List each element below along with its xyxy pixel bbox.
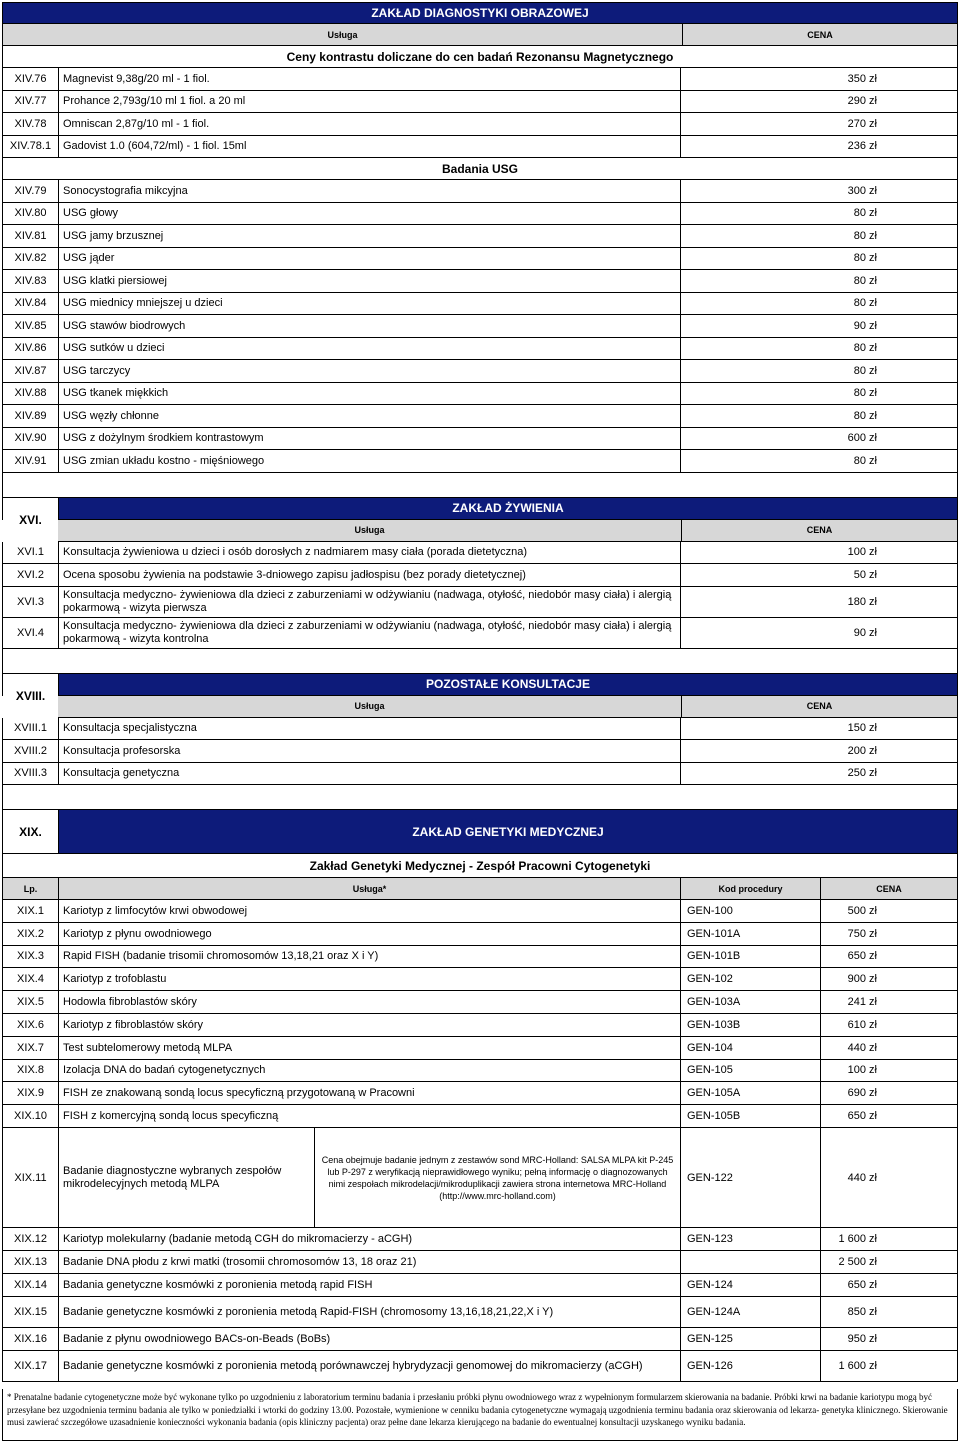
row-number: XVI.4: [3, 618, 59, 648]
row-number: XIX.7: [3, 1037, 59, 1059]
table-row: [2, 136, 958, 159]
procedure-code: GEN-103A: [681, 991, 821, 1013]
service-name: USG tarczycy: [59, 360, 681, 382]
contrast-subtitle: Ceny kontrastu doliczane do cen badań Rezonansu Magnetycznego: [286, 49, 674, 64]
price-value: 80 zł: [853, 364, 877, 377]
footnote: * Prenatalne badanie cytogenetyczne może być wykonane tylko po uzgodnieniu z laboratorium terminu badania i przesłaniu próbki płynu owodniowego wraz z wypełnionym formularzem skierowania na badanie. Próbki krwi na badanie kariotypu mogą być przesyłane bez uzgodnienia terminu badania ale tylko w poniedziałki i wtorki do godziny 13.00. Pozostałe, wymienione w cenniku badania cytogenetyczne wymagają uzgodnienia terminu badania oraz skierowania od lekarza- genetyka klinicznego. Skierowanie musi zawierać szczegółowe uzasadnienie konieczności wykonania badania (opis kliniczny pacjenta) oraz pełne dane lekarza kierującego na badanie do ewentualnej konsultacji uzyskanego wyniku badania.: [2, 1389, 958, 1441]
row-number: XIX.8: [3, 1060, 59, 1082]
row-number: XIX.13: [3, 1251, 59, 1273]
service-name: USG miednicy mniejszej u dzieci: [59, 293, 681, 315]
row-number: XIV.78.1: [3, 136, 59, 158]
table-row: [2, 1251, 958, 1274]
section-header: [2, 674, 958, 703]
procedure-code: [681, 1251, 821, 1273]
service-name: Kariotyp z fibroblastów skóry: [59, 1014, 681, 1036]
table-row: [2, 113, 958, 136]
service-name: USG jąder: [59, 248, 681, 270]
service-name: USG jamy brzusznej: [59, 225, 681, 247]
row-number: XIX.2: [3, 923, 59, 945]
section-xiv-header: [2, 2, 958, 24]
table-row: [2, 900, 958, 923]
procedure-code: GEN-124A: [681, 1297, 821, 1327]
price-value: 80 zł: [853, 409, 877, 422]
row-number: XIX.3: [3, 946, 59, 968]
table-row: [2, 270, 958, 293]
service-name: Rapid FISH (badanie trisomii chromosomów 13,18,21 oraz X i Y): [59, 946, 681, 968]
table-row: [2, 68, 958, 91]
column-header-row: [58, 696, 958, 718]
row-number: XIX.16: [3, 1328, 59, 1350]
service-name: Ocena sposobu żywienia na podstawie 3-dniowego zapisu jadłospisu (bez porady dietetycznej): [59, 564, 681, 586]
section-header: [2, 810, 958, 854]
table-row: [2, 1105, 958, 1128]
service-name: Badania genetyczne kosmówki z poronienia metodą rapid FISH: [59, 1274, 681, 1296]
service-name: USG z dożylnym środkiem kontrastowym: [59, 428, 681, 450]
row-number: XIX.15: [3, 1297, 59, 1327]
row-number: XIV.79: [3, 180, 59, 202]
service-name: Konsultacja medyczno- żywieniowa dla dzieci z zaburzeniami w odżywianiu (nadwaga, otyłość, niedobór masy ciała) i alergią pokarmową - wizyta kontrolna: [59, 618, 681, 648]
procedure-code: GEN-123: [681, 1228, 821, 1250]
procedure-code: GEN-105B: [681, 1105, 821, 1127]
price-value: 270 zł: [847, 117, 877, 130]
row-number: XVIII.1: [3, 718, 59, 740]
price-value: 750 zł: [847, 927, 877, 940]
price-value: 100 zł: [847, 546, 877, 559]
price-value: 180 zł: [847, 595, 877, 608]
row-number: XIV.91: [3, 450, 59, 472]
table-row: [2, 923, 958, 946]
service-name: Konsultacja profesorska: [59, 740, 681, 762]
price-value: 850 zł: [847, 1306, 877, 1318]
price-value: 500 zł: [847, 904, 877, 917]
service-name: Magnevist 9,38g/20 ml - 1 fiol.: [59, 68, 681, 90]
row-number: XIX.14: [3, 1274, 59, 1296]
service-name: Prohance 2,793g/10 ml 1 fiol. a 20 ml: [59, 91, 681, 113]
table-row: [2, 450, 958, 473]
column-header-row: [2, 24, 958, 46]
price-value: 440 zł: [847, 1171, 877, 1184]
column-header-row: [2, 878, 958, 900]
column-header-row: [58, 520, 958, 542]
table-row: [2, 360, 958, 383]
price-value: 2 500 zł: [838, 1256, 877, 1268]
service-name: Badanie z płynu owodniowego BACs-on-Beads (BoBs): [59, 1328, 681, 1350]
row-number: XIX.17: [3, 1351, 59, 1381]
section-title: ZAKŁAD GENETYKI MEDYCZNEJ: [412, 824, 604, 839]
row-number: XIV.85: [3, 315, 59, 337]
price-value: 80 zł: [853, 342, 877, 355]
col-service-header: Usługa: [58, 696, 682, 717]
price-value: 236 zł: [847, 140, 877, 153]
table-row: [2, 587, 958, 618]
price-value: 900 zł: [847, 973, 877, 986]
table-row: [2, 91, 958, 114]
section-header: [2, 498, 958, 527]
service-name: Omniscan 2,87g/10 ml - 1 fiol.: [59, 113, 681, 135]
table-row: [2, 338, 958, 361]
procedure-code: GEN-105: [681, 1060, 821, 1082]
table-row: [2, 542, 958, 565]
service-name: USG tkanek miękkich: [59, 383, 681, 405]
service-name: Kariotyp z limfocytów krwi obwodowej: [59, 900, 681, 922]
usg-subtitle-row: [2, 158, 958, 180]
row-number: XVI.3: [3, 587, 59, 617]
table-row: [2, 1037, 958, 1060]
price-value: 600 zł: [847, 432, 877, 445]
price-value: 650 zł: [847, 1279, 877, 1291]
price-value: 100 zł: [847, 1064, 877, 1077]
service-name: Kariotyp molekularny (badanie metodą CGH do mikromacierzy - aCGH): [59, 1228, 681, 1250]
procedure-code: GEN-101B: [681, 946, 821, 968]
row-number: XIX.6: [3, 1014, 59, 1036]
price-value: 80 zł: [853, 387, 877, 400]
row-number: XIV.76: [3, 68, 59, 90]
service-name: Konsultacja specjalistyczna: [59, 718, 681, 740]
row-number: XIV.84: [3, 293, 59, 315]
price-value: 80 zł: [853, 252, 877, 265]
procedure-code: GEN-124: [681, 1274, 821, 1296]
service-name: Badanie diagnostyczne wybranych zespołów mikrodelecyjnych metodą MLPA: [59, 1128, 315, 1227]
service-name: FISH z komercyjną sondą locus specyficzną: [59, 1105, 681, 1127]
table-row: [2, 1351, 958, 1382]
row-number: XIX.10: [3, 1105, 59, 1127]
table-row: [2, 293, 958, 316]
price-value: 290 zł: [847, 95, 877, 108]
table-row: [2, 383, 958, 406]
row-number: XIV.90: [3, 428, 59, 450]
row-number: XVI.2: [3, 564, 59, 586]
row-number: XIV.88: [3, 383, 59, 405]
price-value: 650 zł: [847, 1110, 877, 1123]
table-row: [2, 1274, 958, 1297]
table-row: [2, 248, 958, 271]
section-number: XIX.: [3, 810, 59, 853]
price-value: 241 zł: [847, 996, 877, 1009]
price-value: 200 zł: [847, 744, 877, 757]
col-lp-header: Lp.: [3, 878, 59, 899]
price-value: 90 zł: [853, 626, 877, 639]
service-name: Badanie DNA płodu z krwi matki (trosomii chromosomów 13, 18 oraz 21): [59, 1251, 681, 1273]
price-value: 440 zł: [847, 1041, 877, 1054]
row-number: XIX.11: [3, 1128, 59, 1227]
table-row: [2, 740, 958, 763]
col-price-header: CENA: [807, 29, 833, 40]
row-number: XIV.82: [3, 248, 59, 270]
service-note: Cena obejmuje badanie jednym z zestawów sond MRC-Holland: SALSA MLPA kit P-245 lub P-297 z weryfikacją nieprawidłowego wyniku; pełną informację o diagnozowanych nimi zespołach mikrodelacji/mikroduplikacji zawiera strona internetowa MRC-Holland (http://www.mrc-holland.com): [315, 1128, 681, 1227]
price-value: 80 zł: [853, 207, 877, 220]
price-value: 350 zł: [847, 72, 877, 85]
col-price-header: CENA: [806, 525, 833, 535]
price-value: 80 zł: [853, 229, 877, 242]
price-value: 610 zł: [847, 1018, 877, 1031]
procedure-code: GEN-122: [681, 1128, 821, 1227]
row-number: XIX.5: [3, 991, 59, 1013]
usg-subtitle: Badania USG: [441, 161, 519, 176]
price-value: 300 zł: [847, 184, 877, 197]
table-row: [2, 203, 958, 226]
col-service-header: Usługa*: [59, 878, 681, 899]
section-title: ZAKŁAD ŻYWIENIA: [452, 501, 564, 515]
service-name: Izolacja DNA do badań cytogenetycznych: [59, 1060, 681, 1082]
table-row: [2, 1297, 958, 1328]
spacer: [2, 785, 958, 810]
table-row: [2, 763, 958, 786]
price-value: 250 zł: [847, 767, 877, 780]
row-number: XVI.1: [3, 542, 59, 564]
price-value: 150 zł: [847, 722, 877, 735]
table-row: [2, 564, 958, 587]
row-number: XIV.81: [3, 225, 59, 247]
service-name: Kariotyp z płynu owodniowego: [59, 923, 681, 945]
service-name: USG głowy: [59, 203, 681, 225]
service-name: USG węzły chłonne: [59, 405, 681, 427]
procedure-code: GEN-102: [681, 968, 821, 990]
spacer: [2, 473, 958, 498]
procedure-code: GEN-100: [681, 900, 821, 922]
table-row: [2, 718, 958, 741]
service-name: Badanie genetyczne kosmówki z poronienia metodą porównawczej hybrydyzacji genomowej do mikromacierzy (aCGH): [59, 1351, 681, 1381]
price-value: 1 600 zł: [838, 1360, 877, 1372]
row-number: XVIII.2: [3, 740, 59, 762]
genetics-subtitle: Zakład Genetyki Medycznej - Zespół Pracowni Cytogenetyki: [309, 858, 651, 873]
row-number: XIV.87: [3, 360, 59, 382]
table-row: [2, 618, 958, 649]
table-row: [2, 180, 958, 203]
price-value: 50 zł: [853, 568, 877, 581]
price-value: 80 zł: [853, 297, 877, 310]
table-row: [2, 946, 958, 969]
price-value: 690 zł: [847, 1087, 877, 1100]
col-service-header: Usługa: [3, 24, 683, 45]
service-name: Konsultacja genetyczna: [59, 763, 681, 785]
service-name: Badanie genetyczne kosmówki z poronienia metodą Rapid-FISH (chromosomy 13,16,18,21,22,X i Y): [59, 1297, 681, 1327]
service-name: USG sutków u dzieci: [59, 338, 681, 360]
row-number: XIX.1: [3, 900, 59, 922]
table-row: [2, 1014, 958, 1037]
row-number: XIV.89: [3, 405, 59, 427]
subtitle-row: [2, 46, 958, 68]
service-name: Sonocystografia mikcyjna: [59, 180, 681, 202]
row-number: XIV.86: [3, 338, 59, 360]
row-number: XIV.77: [3, 91, 59, 113]
procedure-code: GEN-104: [681, 1037, 821, 1059]
service-name: Test subtelomerowy metodą MLPA: [59, 1037, 681, 1059]
col-price-header: CENA: [806, 701, 833, 711]
row-number: XVIII.3: [3, 763, 59, 785]
service-name: FISH ze znakowaną sondą locus specyficzną przygotowaną w Pracowni: [59, 1082, 681, 1104]
table-row: [2, 1228, 958, 1251]
procedure-code: GEN-126: [681, 1351, 821, 1381]
row-number: XIV.78: [3, 113, 59, 135]
row-number: XIX.12: [3, 1228, 59, 1250]
row-number: XIV.80: [3, 203, 59, 225]
price-value: 1 600 zł: [838, 1233, 877, 1245]
table-row: [2, 405, 958, 428]
table-row: [2, 1060, 958, 1083]
table-row: [2, 1082, 958, 1105]
subtitle-row: [2, 854, 958, 878]
procedure-code: GEN-101A: [681, 923, 821, 945]
service-name: Hodowla fibroblastów skóry: [59, 991, 681, 1013]
section-number: XVIII.: [3, 674, 59, 718]
col-code-header: Kod procedury: [681, 878, 821, 899]
price-value: 90 zł: [853, 319, 877, 332]
col-price-header: CENA: [876, 883, 902, 894]
price-value: 80 zł: [853, 454, 877, 467]
section-title: POZOSTAŁE KONSULTACJE: [425, 677, 590, 691]
section-title: ZAKŁAD DIAGNOSTYKI OBRAZOWEJ: [371, 6, 589, 20]
service-name: USG stawów biodrowych: [59, 315, 681, 337]
service-name: Kariotyp z trofoblastu: [59, 968, 681, 990]
col-service-header: Usługa: [58, 520, 682, 541]
table-row: [2, 225, 958, 248]
table-row: [2, 428, 958, 451]
table-row: [2, 1328, 958, 1351]
service-name: USG zmian układu kostno - mięśniowego: [59, 450, 681, 472]
procedure-code: GEN-103B: [681, 1014, 821, 1036]
table-row: [2, 968, 958, 991]
row-number: XIV.83: [3, 270, 59, 292]
procedure-code: GEN-125: [681, 1328, 821, 1350]
section-number: XVI.: [3, 498, 59, 542]
row-number: XIX.4: [3, 968, 59, 990]
spacer: [2, 649, 958, 674]
price-value: 950 zł: [847, 1333, 877, 1345]
service-name: Konsultacja żywieniowa u dzieci i osób dorosłych z nadmiarem masy ciała (porada dietetyczna): [59, 542, 681, 564]
procedure-code: GEN-105A: [681, 1082, 821, 1104]
price-value: 80 zł: [853, 274, 877, 287]
row-number: XIX.9: [3, 1082, 59, 1104]
service-name: USG klatki piersiowej: [59, 270, 681, 292]
price-value: 650 zł: [847, 950, 877, 963]
table-row: [2, 1128, 958, 1228]
table-row: [2, 315, 958, 338]
table-row: [2, 991, 958, 1014]
service-name: Gadovist 1.0 (604,72/ml) - 1 fiol. 15ml: [59, 136, 681, 158]
service-name: Konsultacja medyczno- żywieniowa dla dzieci z zaburzeniami w odżywianiu (nadwaga, otyłość, niedobór masy ciała) i alergią pokarmową - wizyta pierwsza: [59, 587, 681, 617]
